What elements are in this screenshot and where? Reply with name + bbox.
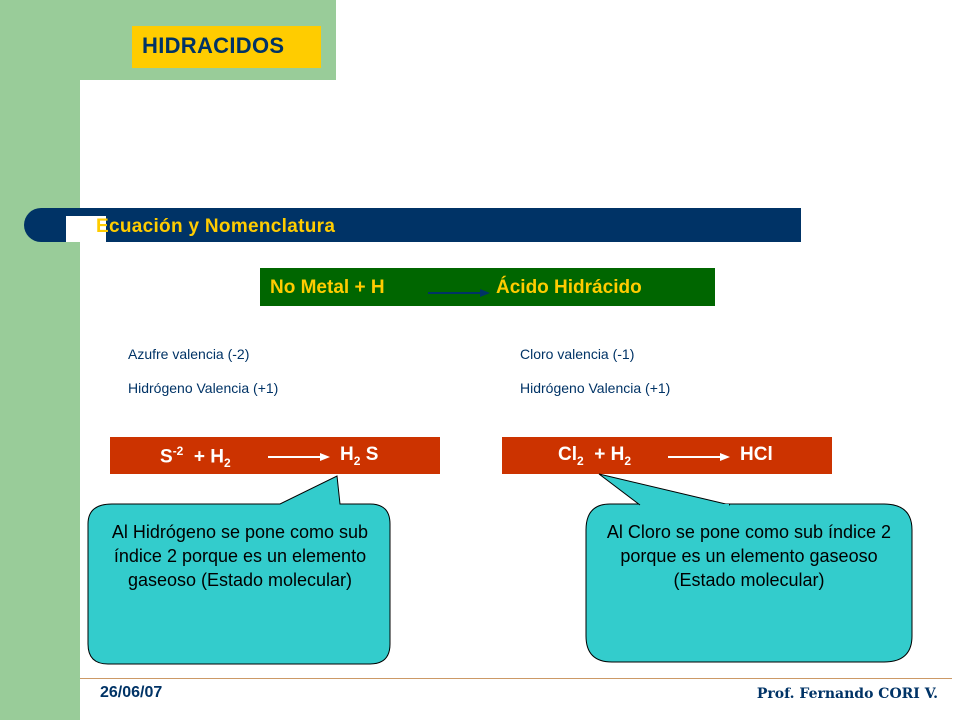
left-valence-2: Hidrógeno Valencia (+1) [128,380,279,396]
footer-date: 26/06/07 [100,684,163,701]
right-valence-1: Cloro valencia (-1) [520,346,635,362]
general-product: Ácido Hidrácido [496,277,642,298]
right-valence-2: Hidrógeno Valencia (+1) [520,380,671,396]
footer-author: Prof. Fernando CORI V. [756,686,938,702]
section-title: Ecuación y Nomenclatura [96,216,336,237]
product-hydrogen: H [340,444,354,465]
right-equation-product: HCl [740,444,773,465]
product-hydrogen-subscript: 2 [353,453,361,468]
right-callout-pointer [599,474,730,505]
general-reactant: No Metal + H [270,277,385,298]
sulfur-valence: -2 [172,444,184,458]
footer-divider [80,678,952,679]
right-callout-text: Al Cloro se pone como sub índice 2 porque es un elemento gaseoso (Estado molecular) [606,522,892,590]
hydrogen-symbol-right: + H [594,444,625,465]
slide-title: HIDRACIDOS [142,33,285,58]
hydrogen-subscript-right: 2 [624,453,632,468]
left-callout-text: Al Hidrógeno se pone como sub índice 2 porque es un elemento gaseoso (Estado molecular) [111,522,369,590]
hydrogen-symbol: + H [193,446,225,468]
left-valence-1: Azufre valencia (-2) [128,346,250,362]
sulfur-symbol: S [160,446,173,468]
chlorine-subscript: 2 [577,453,584,468]
hydrogen-subscript: 2 [224,456,231,471]
chlorine-symbol: Cl [558,444,577,465]
product-sulfur: S [360,444,379,465]
